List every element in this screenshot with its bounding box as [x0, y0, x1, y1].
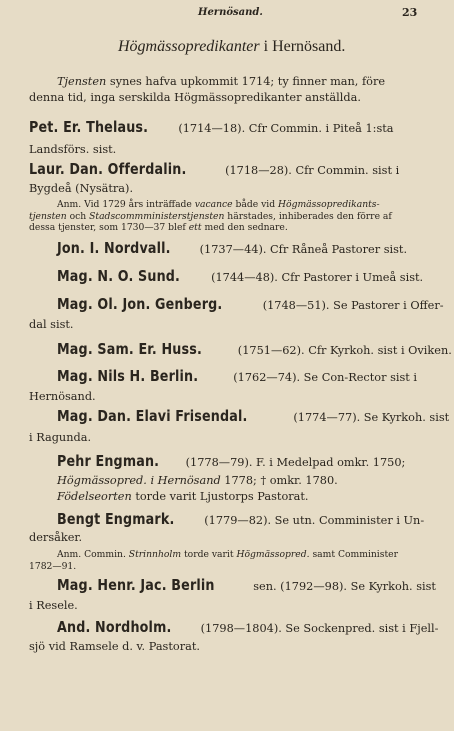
entry-italic: Högmässopred. i Hernösand: [57, 474, 221, 487]
intro-line: [57, 75, 385, 88]
entry-text: (1737—44). Cfr Råneå Pastorer sist.: [199, 243, 408, 256]
note-line: [29, 211, 392, 222]
entry-name: Mag. Sam. Er. Huss.: [57, 340, 202, 358]
entry-name: Pet. Er. Thelaus.: [29, 118, 149, 136]
entry-text: (1798—1804). Se Sockenpred. sist i Fjell-: [200, 622, 439, 635]
entry-continuation: [57, 474, 338, 487]
entry-line: [57, 267, 424, 285]
entry-continuation: dal sist.: [29, 318, 74, 331]
entry-continuation: dersåker.: [29, 531, 83, 544]
entry-line: [57, 295, 444, 313]
entry-line: [29, 160, 400, 178]
entry-text: (1762—74). Se Con-Rector sist i: [233, 371, 418, 384]
running-header: Hernösand.: [198, 7, 263, 18]
note-text: härstades, inhiberades den förre af: [224, 211, 392, 222]
section-title-italic: Högmässopredikanter: [118, 38, 260, 55]
page-number: 23: [402, 6, 418, 19]
entry-name: Pehr Engman.: [57, 452, 160, 470]
entry-name: Mag. Dan. Elavi Frisendal.: [57, 407, 248, 425]
entry-name: And. Nordholm.: [57, 618, 172, 636]
entry-name: Mag. Ol. Jon. Genberg.: [57, 295, 223, 313]
entry-text: (1751—62). Cfr Kyrkoh. sist i Oviken.: [237, 344, 452, 357]
entry-continuation: i Resele.: [29, 599, 78, 612]
section-title: [118, 38, 345, 56]
note-italic: Högmässopred.: [236, 549, 310, 560]
entry-name: Bengt Engmark.: [57, 510, 175, 528]
note-italic: Strinnholm: [128, 549, 182, 560]
note-italic: tjensten: [29, 211, 67, 222]
intro-rest: synes hafva upkommit 1714; ty finner man, före: [106, 75, 386, 88]
note-text: med den sednare.: [201, 222, 288, 233]
note-italic: vacance: [194, 199, 233, 210]
entry-line: [29, 118, 394, 136]
entry-line: [57, 407, 450, 425]
note-line: 1782—91.: [29, 561, 77, 572]
entry-continuation: Bygdeå (Nysätra).: [29, 182, 134, 195]
entry-line: [57, 239, 408, 257]
entry-text: (1774—77). Se Kyrkoh. sist: [293, 411, 450, 424]
entry-name: Jon. I. Nordvall.: [57, 239, 171, 257]
note-line: [57, 199, 380, 210]
entry-continuation: i Ragunda.: [29, 431, 92, 444]
entry-text: sen. (1792—98). Se Kyrkoh. sist: [253, 580, 436, 593]
entry-text: (1748—51). Se Pastorer i Offer-: [262, 299, 444, 312]
entry-continuation: Landsförs. sist.: [29, 143, 117, 156]
note-line: [57, 549, 398, 560]
note-text: samt Comminister: [309, 549, 398, 560]
entry-text: (1778—79). F. i Medelpad omkr. 1750;: [185, 456, 406, 469]
entry-line: [57, 340, 452, 358]
entry-text: (1718—28). Cfr Commin. sist i: [225, 164, 400, 177]
entry-line: [57, 576, 436, 594]
entry-continuation: Hernösand.: [29, 390, 96, 403]
note-text: Anm. Vid 1729 års inträffade: [57, 199, 195, 210]
intro-line: denna tid, inga serskilda Högmässopredikanter anställda.: [29, 91, 361, 104]
entry-text: (1779—82). Se utn. Comminister i Un-: [204, 514, 425, 527]
entry-name: Laur. Dan. Offerdalin.: [29, 160, 187, 178]
note-italic: ett: [188, 222, 202, 233]
entry-name: Mag. Nils H. Berlin.: [57, 367, 199, 385]
note-line: [29, 222, 288, 233]
entry-text: 1778; † omkr. 1780.: [220, 474, 338, 487]
entry-name: Mag. Henr. Jac. Berlin: [57, 576, 215, 594]
note-text: och: [66, 211, 90, 222]
note-text: dessa tjenster, som 1730—37 blef: [29, 222, 189, 233]
entry-line: [57, 367, 418, 385]
note-italic: Stadscommministerstjensten: [89, 211, 225, 222]
entry-text: (1744—48). Cfr Pastorer i Umeå sist.: [211, 271, 424, 284]
entry-text: (1714—18). Cfr Commin. i Piteå 1:sta: [178, 122, 394, 135]
intro-italic: Tjensten: [57, 75, 107, 88]
entry-line: [57, 618, 439, 636]
entry-italic: Födelseorten: [57, 490, 132, 503]
entry-text: torde varit Ljustorps Pastorat.: [131, 490, 309, 503]
section-title-rest: i Hernösand.: [259, 38, 346, 55]
entry-line: [57, 452, 406, 470]
note-text: både vid: [232, 199, 279, 210]
note-text: torde varit: [181, 549, 237, 560]
note-italic: Högmässopredikants-: [278, 199, 380, 210]
entry-line: [57, 510, 425, 528]
entry-name: Mag. N. O. Sund.: [57, 267, 181, 285]
entry-continuation: sjö vid Ramsele d. v. Pastorat.: [29, 640, 200, 653]
entry-continuation: [57, 490, 309, 503]
note-text: Anm. Commin.: [57, 549, 129, 560]
